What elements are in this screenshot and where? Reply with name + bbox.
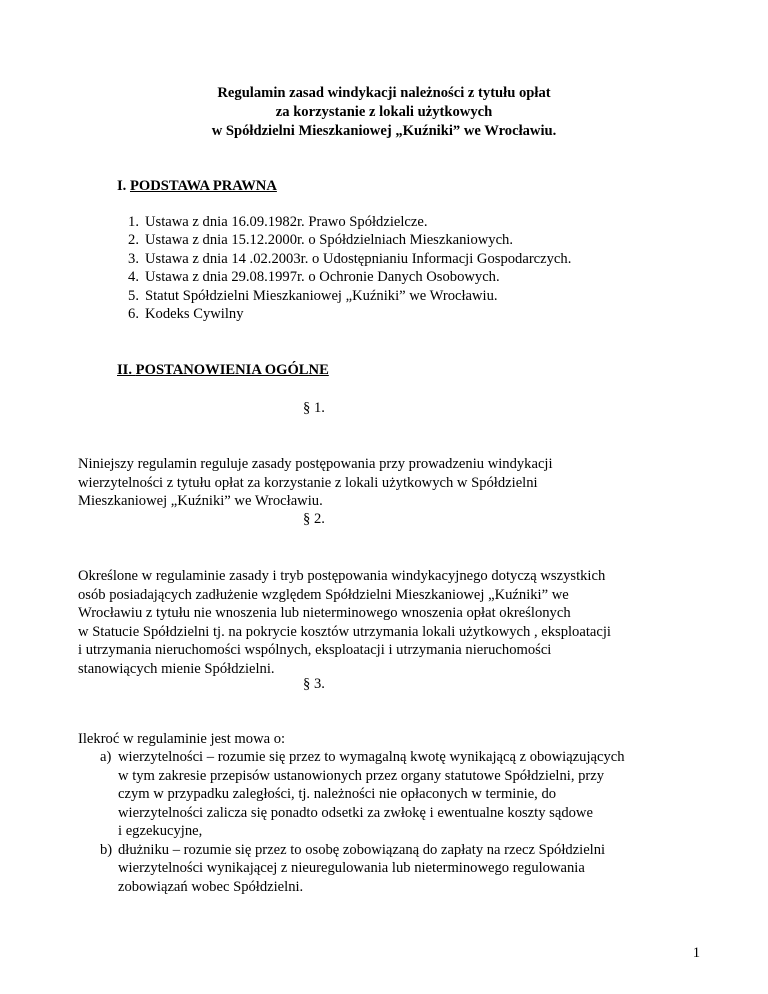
section-2-title: POSTANOWIENIA OGÓLNE bbox=[135, 362, 329, 378]
legal-basis-number: 5. bbox=[128, 287, 139, 304]
document-title bbox=[0, 84, 768, 141]
legal-basis-text: Ustawa z dnia 16.09.1982r. Prawo Spółdzielcze. bbox=[145, 214, 428, 230]
paragraph-2-line: Określone w regulaminie zasady i tryb postępowania windykacyjnego dotyczą wszystkich bbox=[78, 568, 606, 584]
section-1-heading bbox=[117, 178, 277, 195]
legal-basis-text: Ustawa z dnia 14 .02.2003r. o Udostępnianiu Informacji Gospodarczych. bbox=[145, 250, 572, 267]
paragraph-1-line: wierzytelności z tytułu opłat za korzystanie z lokali użytkowych w Spółdzielni bbox=[78, 474, 538, 491]
legal-basis-number: 3. bbox=[128, 250, 139, 267]
definition-item-a bbox=[78, 748, 625, 841]
legal-basis-number: 6. bbox=[128, 305, 139, 322]
definitions-list bbox=[78, 748, 625, 896]
paragraph-1-line: Niniejszy regulamin reguluje zasady postępowania przy prowadzeniu windykacji bbox=[78, 456, 553, 472]
page-number: 1 bbox=[692, 945, 700, 961]
legal-basis-text: Statut Spółdzielni Mieszkaniowej „Kuźniki” we Wrocławiu. bbox=[145, 287, 498, 304]
section-2-heading bbox=[117, 362, 329, 379]
paragraph-2-line: i utrzymania nieruchomości wspólnych, eksploatacji i utrzymania nieruchomości bbox=[78, 642, 552, 658]
paragraph-3-intro: Ilekroć w regulaminie jest mowa o: bbox=[78, 731, 286, 747]
paragraph-2-line: stanowiących mienie Spółdzielni. bbox=[78, 660, 275, 677]
title-line-2: za korzystanie z lokali użytkowych bbox=[275, 104, 493, 120]
definition-line: wierzytelności zalicza się ponadto odsetki za zwłokę i ewentualne koszty sądowe bbox=[118, 804, 593, 821]
definition-line: czym w przypadku zaległości, tj. należności nie opłaconych w terminie, do bbox=[118, 786, 557, 802]
legal-basis-text: Ustawa z dnia 29.08.1997r. o Ochronie Danych Osobowych. bbox=[145, 269, 500, 286]
legal-basis-number: 2. bbox=[128, 232, 139, 249]
title-line-3: w Spółdzielni Mieszkaniowej „Kuźniki” we Wrocławiu. bbox=[211, 123, 557, 139]
definition-item-b bbox=[78, 841, 625, 897]
legal-basis-number: 4. bbox=[128, 269, 139, 286]
paragraph-2-line: Wrocławiu z tytułu nie wnoszenia lub nieterminowego wnoszenia opłat określonych bbox=[78, 605, 571, 621]
definition-line: wierzytelności wynikającej z nieuregulowania lub nieterminowego regulowania bbox=[118, 860, 585, 876]
definition-line: wierzytelności – rozumie się przez to wymagalną kwotę wynikającą z obowiązujących bbox=[118, 749, 625, 765]
definition-line: i egzekucyjne, bbox=[118, 823, 203, 839]
title-line-1: Regulamin zasad windykacji należności z tytułu opłat bbox=[217, 85, 551, 101]
legal-basis-text: Kodeks Cywilny bbox=[145, 305, 244, 322]
definition-label: b) bbox=[100, 841, 113, 858]
definition-label: a) bbox=[100, 749, 112, 765]
paragraph-3-sign: § 3. bbox=[303, 676, 325, 692]
paragraph-2-text bbox=[78, 567, 688, 678]
definition-line: dłużniku – rozumie się przez to osobę zobowiązaną do zapłaty na rzecz Spółdzielni bbox=[118, 841, 606, 858]
section-2-number: II. bbox=[117, 362, 133, 378]
section-1-number: I. bbox=[117, 178, 127, 194]
legal-basis-number: 1. bbox=[128, 214, 139, 230]
definition-line: w tym zakresie przepisów ustanowionych przez organy statutowe Spółdzielni, przy bbox=[118, 767, 605, 784]
paragraph-1-line: Mieszkaniowej „Kuźniki” we Wrocławiu. bbox=[78, 493, 323, 509]
legal-basis-text: Ustawa z dnia 15.12.2000r. o Spółdzielniach Mieszkaniowych. bbox=[145, 232, 514, 249]
paragraph-2-line: osób posiadających zadłużenie względem Spółdzielni Mieszkaniowej „Kuźniki” we bbox=[78, 586, 569, 603]
paragraph-1-sign: § 1. bbox=[303, 400, 325, 416]
paragraph-1-text bbox=[78, 455, 688, 511]
paragraph-2-sign: § 2. bbox=[303, 511, 325, 527]
definition-line: zobowiązań wobec Spółdzielni. bbox=[118, 878, 304, 895]
paragraph-2-line: w Statucie Spółdzielni tj. na pokrycie kosztów utrzymania lokali użytkowych , eksploatacji bbox=[78, 623, 611, 640]
section-1-title: PODSTAWA PRAWNA bbox=[129, 178, 277, 194]
